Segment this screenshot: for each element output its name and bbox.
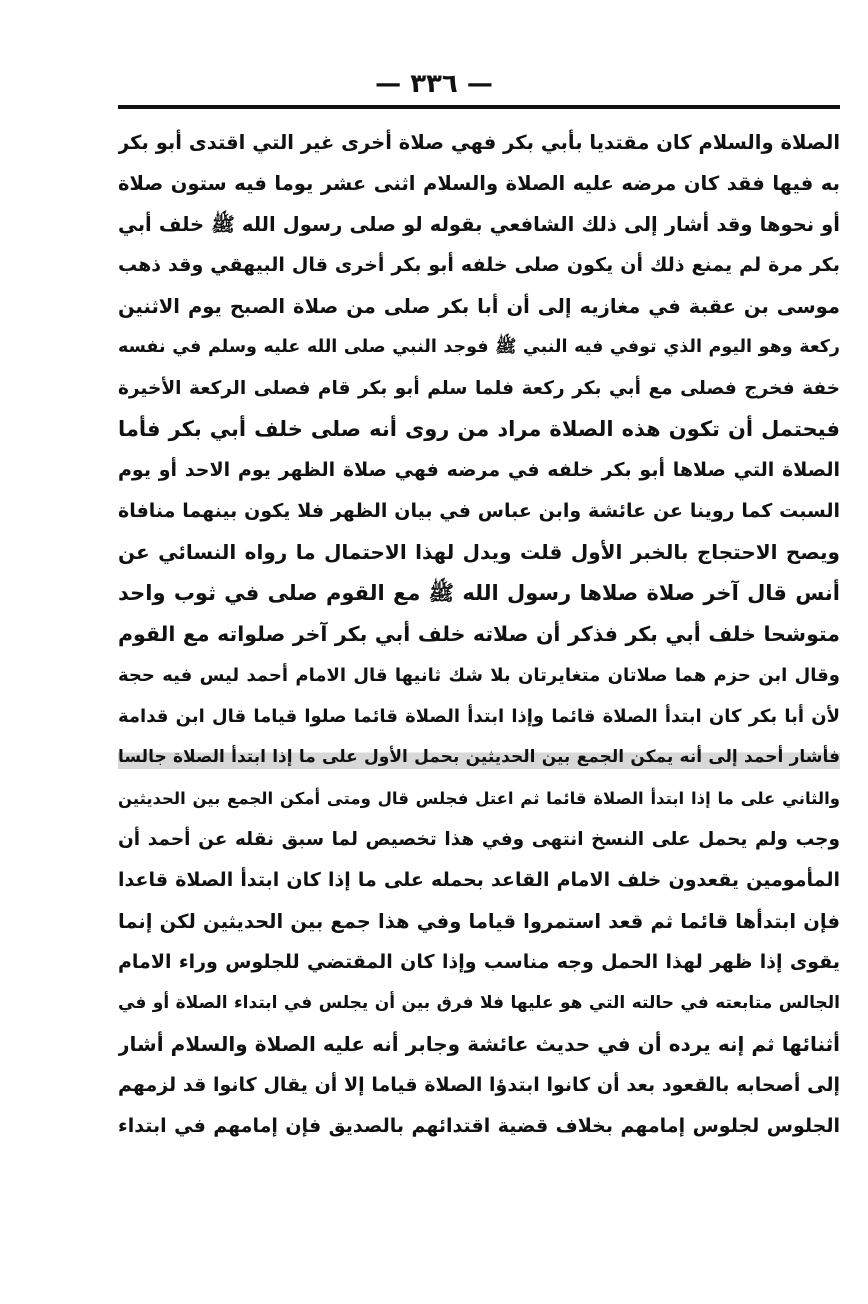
text-line-1: الصلاة والسلام كان مقتديا بأبي بكر فهي صلاة أخرى غير التي اقتدى أبو بكر <box>118 131 840 154</box>
text-line-15: لأن أبا بكر كان ابتدأ الصلاة قائما وإذا ابتدأ الصلاة قائما صلوا قياما قال ابن قدامة <box>118 706 840 727</box>
text-line-7: خفة فخرج فصلى مع أبي بكر ركعة فلما سلم أبو بكر قام فصلى الركعة الأخيرة <box>118 378 840 399</box>
text-line-24: إلى أصحابه بالقعود بعد أن كانوا ابتدؤا الصلاة قياما إلا أن يقال كانوا قد لزمهم <box>118 1074 840 1096</box>
header-rule <box>118 105 840 109</box>
text-line-19: المأمومين يقعدون خلف الامام القاعد بحمله على ما إذا كان ابتدأ الصلاة قاعدا <box>118 869 840 891</box>
text-line-8: فيحتمل أن تكون هذه الصلاة مراد من روى أنه صلى خلف أبي بكر فأما <box>118 417 840 441</box>
text-line-23: أثنائها ثم إنه يرده أن في حديث عائشة وجابر أنه عليه الصلاة والسلام أشار <box>118 1032 840 1056</box>
text-line-21: يقوى إذا ظهر لهذا الحمل وجه مناسب وإذا كان المقتضي للجلوس وراء الامام <box>118 951 840 973</box>
text-line-14: وقال ابن حزم هما صلاتان متغايرتان بلا شك ثانيها قال الامام أحمد ليس فيه حجة <box>118 665 840 686</box>
text-line-18: وجب ولم يحمل على النسخ انتهى وفي هذا تخصيص لما سبق نقله عن أحمد أن <box>118 829 840 850</box>
text-line-9: الصلاة التي صلاها أبو بكر خلفه في مرضه فهي صلاة الظهر يوم الاحد أو يوم <box>118 459 840 481</box>
text-line-2: به فيها فقد كان مرضه عليه الصلاة والسلام اثنى عشر يوما فيه ستون صلاة <box>118 172 840 195</box>
text-line-3: أو نحوها وقد أشار إلى ذلك الشافعي بقوله لو صلى رسول الله ﷺ خلف أبي <box>118 213 840 236</box>
text-line-6: ركعة وهو اليوم الذي توفي فيه النبي ﷺ فوجد النبي صلى الله عليه وسلم في نفسه <box>118 337 840 357</box>
text-line-5: موسى بن عقبة في مغازيه إلى أن أبا بكر صلى من صلاة الصبح يوم الاثنين <box>118 295 840 318</box>
text-line-11: ويصح الاحتجاج بالخبر الأول قلت ويدل لهذا الاحتمال ما رواه النسائي عن <box>118 540 840 564</box>
text-line-16: فأشار أحمد إلى أنه يمكن الجمع بين الحديثين بحمل الأول على ما إذا ابتدأ الصلاة جالسا <box>118 737 840 778</box>
text-line-10: السبت كما روينا عن عائشة وابن عباس في بيان الظهر فلا يكون بينهما منافاة <box>118 500 840 522</box>
page-number: — ٣٣٦ — <box>375 69 493 99</box>
body-text <box>118 122 840 1147</box>
text-line-25: الجلوس لجلوس إمامهم بخلاف قضية اقتدائهم بالصديق فإن إمامهم في ابتداء <box>118 1115 840 1137</box>
text-line-20: فإن ابتدأها قائما ثم قعد استمروا قياما وفي هذا جمع بين الحديثين لكن إنما <box>118 910 840 933</box>
text-line-4: بكر مرة لم يمنع ذلك أن يكون صلى خلفه أبو بكر أخرى قال البيهقي وقد ذهب <box>118 254 840 276</box>
text-line-22: الجالس متابعته في حالته التي هو عليها فلا فرق بين أن يجلس في ابتداء الصلاة أو في <box>118 993 840 1013</box>
text-line-12: أنس قال آخر صلاة صلاها رسول الله ﷺ مع القوم صلى في ثوب واحد <box>118 581 840 605</box>
text-line-17: والثاني على ما إذا ابتدأ الصلاة قائما ثم اعتل فجلس قال ومتى أمكن الجمع بين الحديثين <box>118 789 840 808</box>
text-line-13: متوشحا خلف أبي بكر فذكر أن صلاته خلف أبي بكر آخر صلواته مع القوم <box>118 622 840 646</box>
